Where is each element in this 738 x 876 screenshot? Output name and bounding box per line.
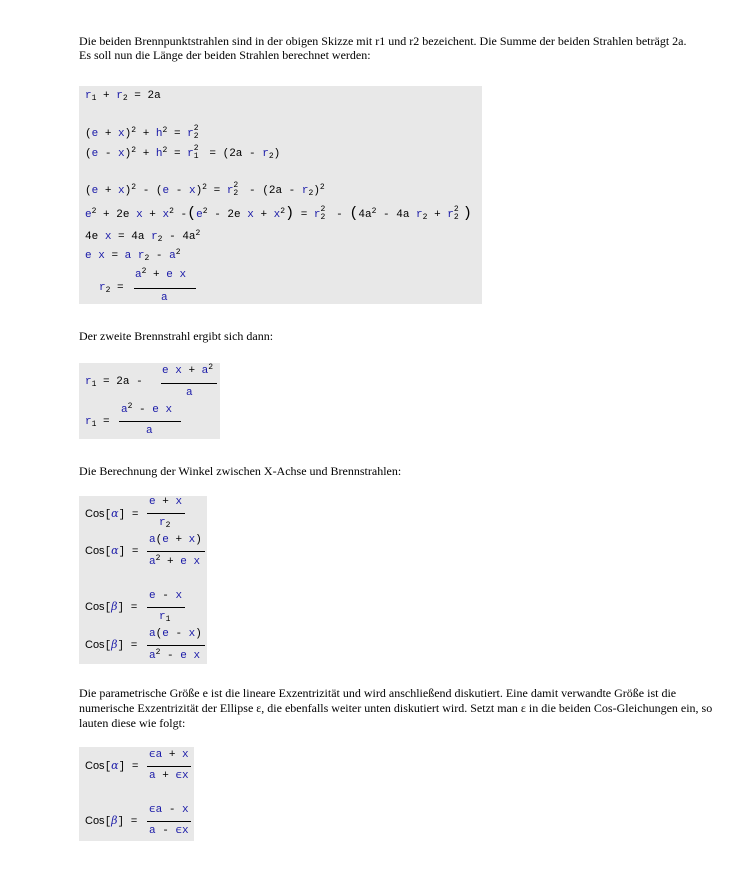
fraction-line xyxy=(147,513,185,514)
eq-cos-beta-denominator-1: $r_1$ xyxy=(159,611,171,624)
fraction-line xyxy=(161,383,217,384)
eq-r2-numerator: $a^2 + e$ x xyxy=(135,267,187,281)
eq-cos-beta-denominator-2: $a^2$ - e x xyxy=(149,648,201,662)
fraction-line xyxy=(134,288,196,289)
eq-r1-denominator-1: a xyxy=(186,387,193,399)
paragraph-eccentricity-line-3: lauten diese wie folgt: xyxy=(79,716,186,730)
eq-cos-beta-numerator-1: e - x xyxy=(149,590,183,602)
eq-r1-numerator-1: e $x + a^2$ xyxy=(162,363,214,377)
eq-r2-result-lhs: $r_2$ = xyxy=(99,282,124,295)
eq-cos-alpha-numerator-1: e + x xyxy=(149,496,183,508)
eq-cos-alpha-eps-denominator: a + ϵx xyxy=(149,770,189,782)
paragraph-eccentricity-line-1: Die parametrische Größe e ist die lineare Exzentrizität und wird anschließend diskutiert. Eine damit verwandte Größe ist die xyxy=(79,686,677,700)
eq-cos-beta-eps-numerator: ϵa - x xyxy=(149,804,189,816)
eq-cos-beta-lhs-1: Cos[β] = xyxy=(85,600,138,614)
intro-line-2: Es soll nun die Länge der beiden Strahlen berechnet werden: xyxy=(79,48,371,62)
eq-cos-alpha-numerator-2: a(e + x) xyxy=(149,534,202,546)
eq-difference: $(e + x)^2 - (e - x)^2 = r$ 2 2 - $(2a - r_2)^2$ xyxy=(85,181,325,198)
fraction-line xyxy=(119,421,181,422)
eq-r1-numerator-2: $a^2$ - e x xyxy=(121,402,173,416)
eq-cos-alpha-eps-lhs: Cos[α] = xyxy=(85,759,139,773)
eq-cos-alpha-lhs-2: Cos[α] = xyxy=(85,544,139,558)
eq-expanded: $e^2 + 2e$ $x + x^2$ $-(e^2 - 2e$ $x + x^2) = r$ 2 2 - ($4a^2 - 4a$ $r_2 + r$ 2 2 ) xyxy=(85,205,472,222)
eq-pythagoras-r2: $(e + x)^2 + h^2 = r$ 2 2 xyxy=(85,124,199,141)
eq-cos-alpha-eps-numerator: ϵa + x xyxy=(149,749,189,761)
derivation-box-cos-epsilon xyxy=(79,747,194,841)
eq-cos-beta-numerator-2: a(e - x) xyxy=(149,628,202,640)
fraction-line xyxy=(147,551,205,552)
eq-divided: e x = a $r_2 - a^2$ xyxy=(85,248,181,263)
eq-simplified: 4e x = 4a $r_2 - 4a^2$ xyxy=(85,229,201,244)
eq-pythagoras-r1: $(e - x)^2 + h^2 = r$ 2 1 = $(2a - r_2)$ xyxy=(85,144,281,161)
paragraph-second-ray: Der zweite Brennstrahl ergibt sich dann: xyxy=(79,329,274,343)
eq-cos-beta-eps-denominator: a - ϵx xyxy=(149,825,189,837)
fraction-line xyxy=(147,645,205,646)
paragraph-angle-calculation: Die Berechnung der Winkel zwischen X-Achse und Brennstrahlen: xyxy=(79,464,402,478)
derivation-box-r1 xyxy=(79,363,220,439)
eq-sum-r1-r2: $r_1 + r_2 = 2a$ xyxy=(85,90,161,103)
eq-cos-beta-lhs-2: Cos[β] = xyxy=(85,638,138,652)
eq-r2-denominator: a xyxy=(161,292,168,304)
eq-cos-alpha-denominator-1: $r_2$ xyxy=(159,517,171,530)
eq-r1-lhs-2: $r_1$ = xyxy=(85,416,110,429)
eq-cos-alpha-lhs-1: Cos[α] = xyxy=(85,507,139,521)
fraction-line xyxy=(147,821,191,822)
fraction-line xyxy=(147,607,185,608)
intro-line-1: Die beiden Brennpunktstrahlen sind in der obigen Skizze mit r1 und r2 bezeichent. Die Summe der beiden Strahlen beträgt 2a. xyxy=(79,34,687,48)
derivation-box-cos xyxy=(79,496,207,664)
eq-r1-lhs-1: $r_1 = 2a$ - xyxy=(85,376,143,389)
eq-cos-alpha-denominator-2: $a^2 + e$ x xyxy=(149,554,201,568)
eq-cos-beta-eps-lhs: Cos[β] = xyxy=(85,814,138,828)
paragraph-eccentricity-line-2: numerische Exzentrizität der Ellipse ε, die ebenfalls weiter unten diskutiert wird. Setzt man ε in die beiden Cos-Gleichungen ein, so xyxy=(79,701,713,715)
eq-r1-denominator-2: a xyxy=(146,425,153,437)
derivation-box-r2 xyxy=(79,86,482,304)
fraction-line xyxy=(147,766,191,767)
